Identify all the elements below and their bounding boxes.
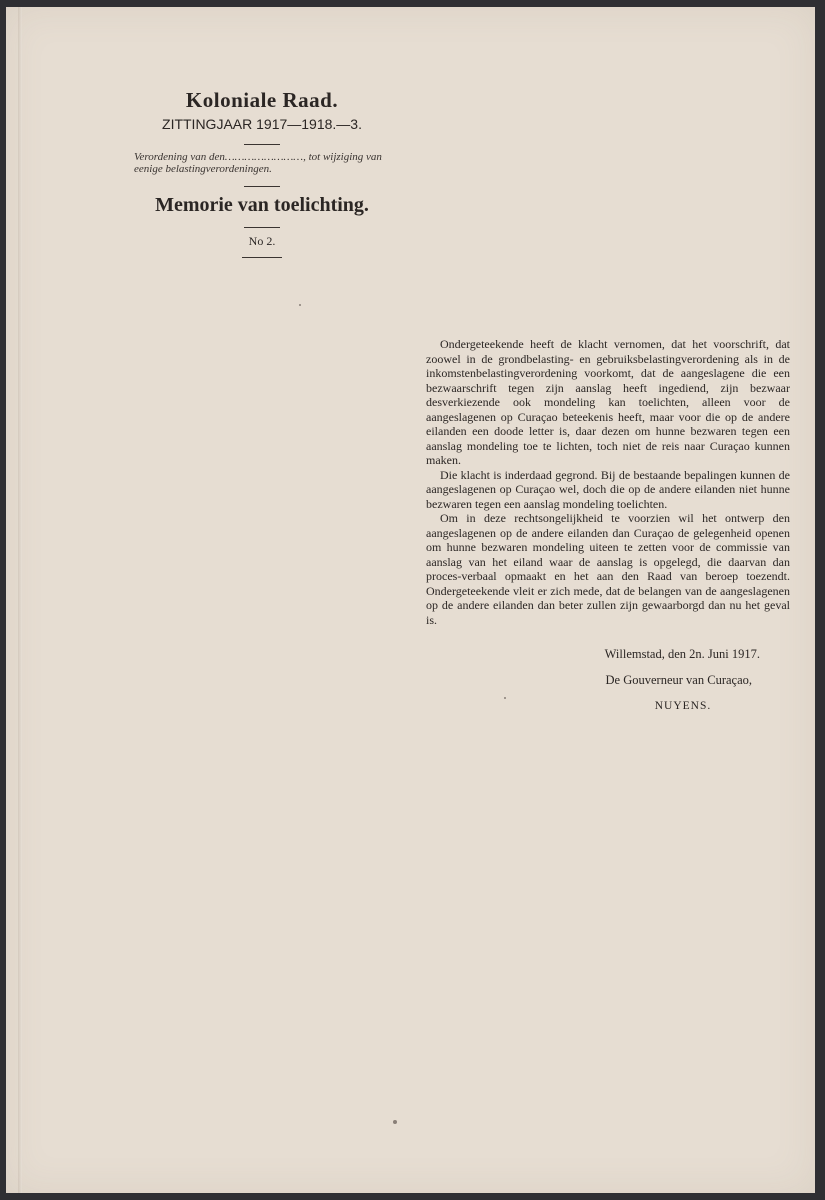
document-header xyxy=(126,87,398,258)
divider xyxy=(244,227,280,228)
paper-speck xyxy=(393,1120,397,1124)
paragraph: Die klacht is inderdaad gegrond. Bij de bestaande bepalingen kunnen de aangeslagenen op Curaçao wel, doch die op de andere eilanden niet hunne bezwaren tegen een aanslag mondeling toelichten. xyxy=(426,467,790,511)
paper-speck xyxy=(299,304,301,306)
signature-name: NUYENS. xyxy=(654,700,712,712)
body-text xyxy=(426,337,790,627)
divider xyxy=(244,144,280,145)
divider xyxy=(242,257,282,258)
document-page xyxy=(6,7,815,1193)
document-title: Memorie van toelichting. xyxy=(155,194,369,216)
page-fold xyxy=(18,7,22,1193)
place-date: Willemstad, den 2n. Juni 1917. xyxy=(604,647,760,661)
session-line: ZITTINGJAAR 1917—1918.—3. xyxy=(162,116,362,132)
ordinance-subject: Verordening van den……………………, tot wijziging van eenige belastingverordeningen. xyxy=(134,151,382,175)
council-heading: Koloniale Raad. xyxy=(185,88,339,112)
paragraph: Om in deze rechtsongelijkheid te voorzien wil het ontwerp den aangeslagenen op de andere eilanden dan Curaçao de gelegenheid openen om hunne bezwaren mondeling uiteen te zetten voor de commissie van aanslag van het eiland waar de aanslag is opgelegd, die daarvan dan proces-verbaal opmaakt en het aan den Raad van beroep toezendt. Ondergeteekende vleit er zich mede, dat de belangen van de aangeslagenen op de andere eilanden dan beter zullen zijn gewaarborgd dan nu het geval is. xyxy=(426,511,790,627)
document-number: No 2. xyxy=(248,234,276,248)
closing-block xyxy=(426,645,790,715)
paragraph: Ondergeteekende heeft de klacht vernomen, dat het voorschrift, dat zoowel in de grondbelasting- en gebruiksbelastingverordening als in de inkomstenbelastingverordening voorkomt, dat de aangeslagene die een bezwaarschrift tegen zijn aanslag heeft ingediend, zijn bezwaar desverkiezende ook mondeling kan toelichten, alleen voor de aangeslagenen op Curaçao beteekenis heeft, maar voor die op de andere eilanden een doode letter is, daar dezen om hunne bezwaren tegen een aanslag mondeling toe te lichten, toch niet de reis naar Curaçao kunnen maken. xyxy=(426,337,790,467)
governor-title: De Gouverneur van Curaçao, xyxy=(605,673,752,687)
paper-speck xyxy=(504,697,506,699)
divider xyxy=(244,186,280,187)
